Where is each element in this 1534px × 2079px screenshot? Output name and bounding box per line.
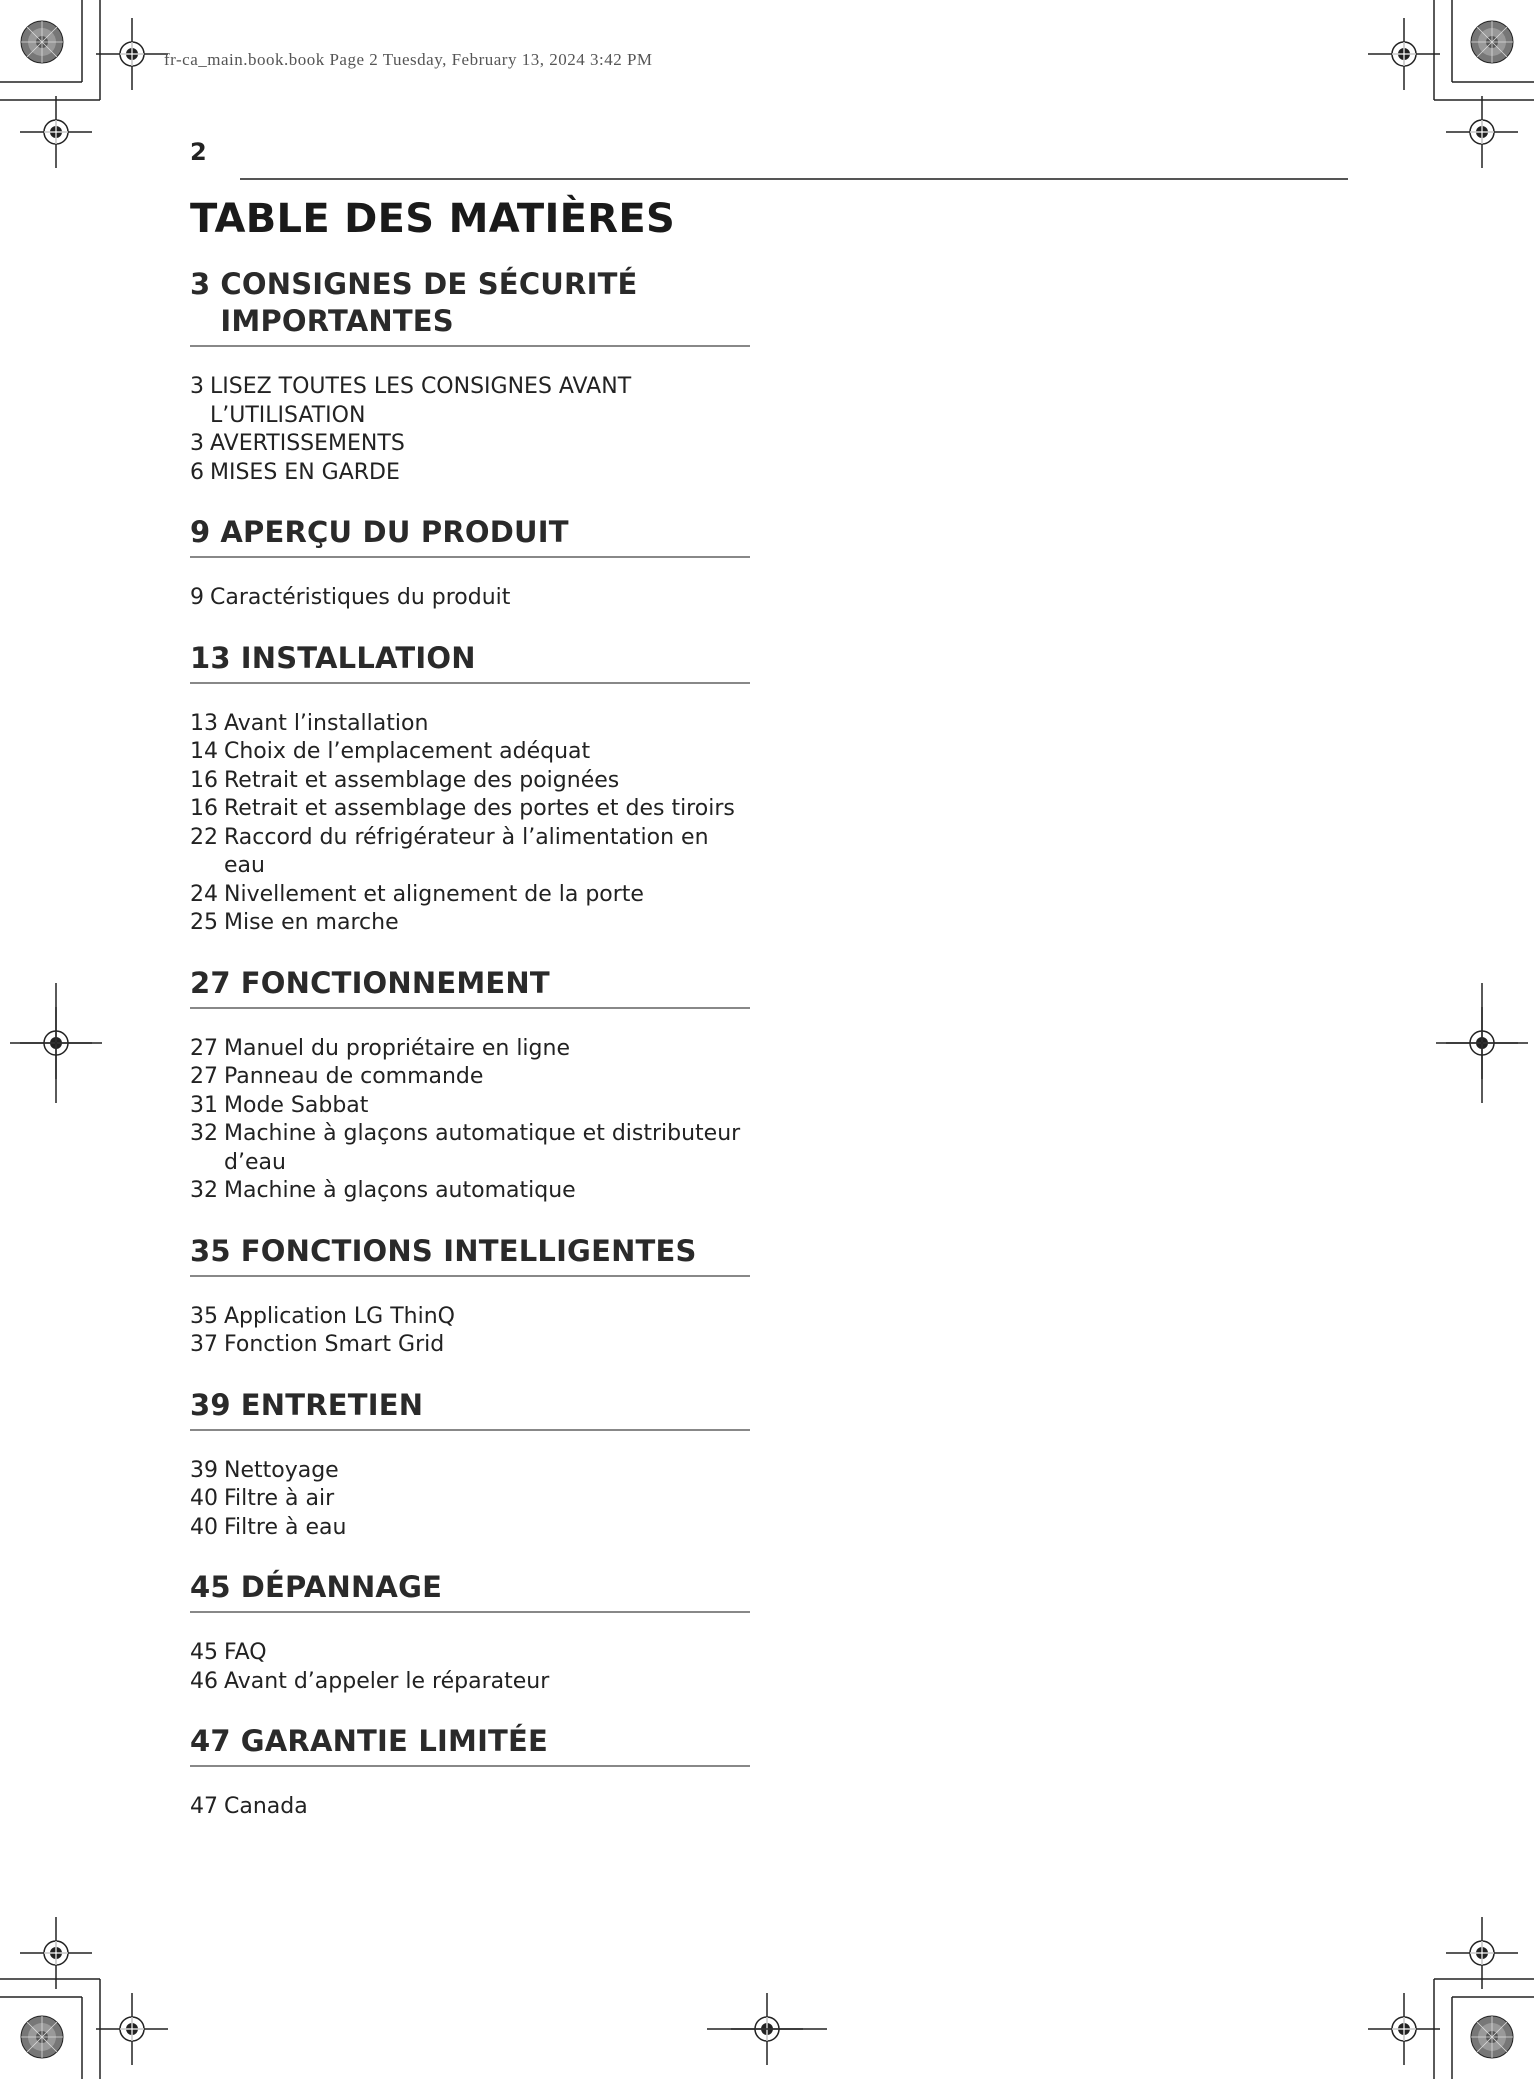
entry-page-number: 31 [190,1092,218,1118]
entry-list [190,710,750,938]
toc-section [190,514,750,613]
entry-page-number: 6 [190,459,204,485]
toc-entry[interactable] [190,738,750,767]
toc-section [190,1387,750,1543]
entry-title: Panneau de commande [224,1064,484,1089]
entry-list [190,1793,750,1822]
toc-sections [190,266,750,1822]
header-rule [240,178,1348,180]
section-page-number: 9 [190,515,211,549]
toc-entry[interactable] [190,767,750,796]
entry-list [190,1457,750,1543]
entry-list [190,1303,750,1360]
toc-entry[interactable] [190,824,750,881]
section-title: ENTRETIEN [240,1387,424,1422]
toc-section [190,266,750,487]
toc-section [190,640,750,938]
entry-title: Retrait et assemblage des poignées [224,767,620,793]
entry-title: Nettoyage [224,1457,339,1483]
entry-title: Mode Sabbat [224,1092,369,1118]
entry-title: Nivellement et alignement de la porte [224,881,644,907]
section-page-number: 47 [190,1724,231,1758]
entry-page-number: 3 [190,374,204,399]
section-heading[interactable] [190,640,750,684]
section-page-number: 3 [190,267,211,301]
entry-title: Manuel du propriétaire en ligne [224,1035,570,1061]
toc-entry[interactable] [190,1514,750,1543]
section-heading[interactable] [190,1233,750,1277]
section-title: APERÇU DU PRODUIT [220,515,569,549]
entry-page-number: 40 [190,1486,218,1511]
section-title: DÉPANNAGE [240,1570,443,1604]
entry-page-number: 45 [190,1640,218,1665]
toc-entry[interactable] [190,430,750,459]
entry-page-number: 27 [190,1035,218,1061]
toc-entry[interactable] [190,1177,750,1206]
toc-entry[interactable] [190,1063,750,1092]
toc-section [190,1569,750,1696]
entry-page-number: 32 [190,1178,218,1203]
toc-section [190,1723,750,1822]
entry-list [190,584,750,613]
entry-page-number: 16 [190,767,218,793]
section-page-number: 27 [190,965,231,1000]
entry-page-number: 27 [190,1064,218,1089]
entry-page-number: 3 [190,431,204,456]
entry-page-number: 39 [190,1457,218,1483]
entry-page-number: 35 [190,1303,218,1329]
page-title: TABLE DES MATIÈRES [190,196,676,242]
entry-page-number: 46 [190,1668,218,1694]
section-title: GARANTIE LIMITÉE [240,1724,549,1758]
toc-entry[interactable] [190,1793,750,1822]
toc-entry[interactable] [190,1035,750,1064]
entry-title: Application LG ThinQ [224,1303,455,1329]
entry-page-number: 24 [190,881,218,907]
toc-entry[interactable] [190,1457,750,1486]
entry-page-number: 14 [190,739,218,764]
entry-page-number: 13 [190,710,218,736]
entry-title: Caractéristiques du produit [210,585,511,610]
toc-entry[interactable] [190,584,750,613]
toc-entry[interactable] [190,459,750,488]
toc-entry[interactable] [190,1303,750,1332]
toc-entry[interactable] [190,1331,750,1360]
entry-page-number: 22 [190,824,218,850]
print-slug: fr-ca_main.book.book Page 2 Tuesday, February 13, 2024 3:42 PM [164,50,653,69]
section-heading[interactable] [190,1387,750,1431]
entry-page-number: 32 [190,1121,218,1146]
toc-entry[interactable] [190,1668,750,1697]
entry-list [190,373,750,487]
section-title: CONSIGNES DE SÉCURITÉ IMPORTANTES [220,267,638,338]
entry-list [190,1639,750,1696]
toc-entry[interactable] [190,1485,750,1514]
section-title: FONCTIONS INTELLIGENTES [240,1233,697,1268]
toc-entry[interactable] [190,1120,750,1177]
section-title: FONCTIONNEMENT [240,965,550,1000]
section-page-number: 39 [190,1387,231,1422]
entry-title: LISEZ TOUTES LES CONSIGNES AVANT L’UTILISATION [210,374,632,428]
toc-entry[interactable] [190,881,750,910]
entry-title: Machine à glaçons automatique [224,1178,576,1203]
entry-title: Fonction Smart Grid [224,1332,445,1357]
section-heading[interactable] [190,965,750,1009]
toc-section [190,1233,750,1360]
entry-title: Retrait et assemblage des portes et des tiroirs [224,796,735,821]
entry-title: Choix de l’emplacement adéquat [224,739,591,764]
toc-entry[interactable] [190,795,750,824]
section-title: INSTALLATION [240,640,476,675]
entry-title: Filtre à eau [224,1514,347,1540]
toc-entry[interactable] [190,909,750,938]
entry-title: Avant l’installation [224,710,429,736]
entry-title: Avant d’appeler le réparateur [224,1668,550,1694]
section-heading[interactable] [190,514,750,558]
entry-page-number: 47 [190,1794,218,1819]
toc-entry[interactable] [190,373,750,430]
section-heading[interactable] [190,1723,750,1767]
toc-entry[interactable] [190,1639,750,1668]
entry-title: Filtre à air [224,1486,335,1511]
toc-entry[interactable] [190,710,750,739]
entry-title: FAQ [224,1640,267,1665]
entry-page-number: 16 [190,796,218,821]
entry-title: Mise en marche [224,910,399,935]
entry-page-number: 9 [190,585,204,610]
section-heading[interactable] [190,1569,750,1613]
entry-title: AVERTISSEMENTS [210,431,405,456]
toc-section [190,965,750,1206]
section-heading[interactable] [190,266,750,347]
toc-entry[interactable] [190,1092,750,1121]
section-page-number: 35 [190,1233,231,1268]
entry-title: Raccord du réfrigérateur à l’alimentation en eau [224,824,709,878]
entry-title: MISES EN GARDE [210,459,400,485]
entry-page-number: 25 [190,910,218,935]
entry-title: Machine à glaçons automatique et distributeur d’eau [224,1121,741,1175]
section-page-number: 45 [190,1570,231,1604]
page-number: 2 [190,138,207,166]
table-of-contents [190,196,750,1849]
entry-title: Canada [224,1794,308,1819]
entry-page-number: 37 [190,1332,218,1357]
section-page-number: 13 [190,640,231,675]
entry-list [190,1035,750,1206]
entry-page-number: 40 [190,1514,218,1540]
